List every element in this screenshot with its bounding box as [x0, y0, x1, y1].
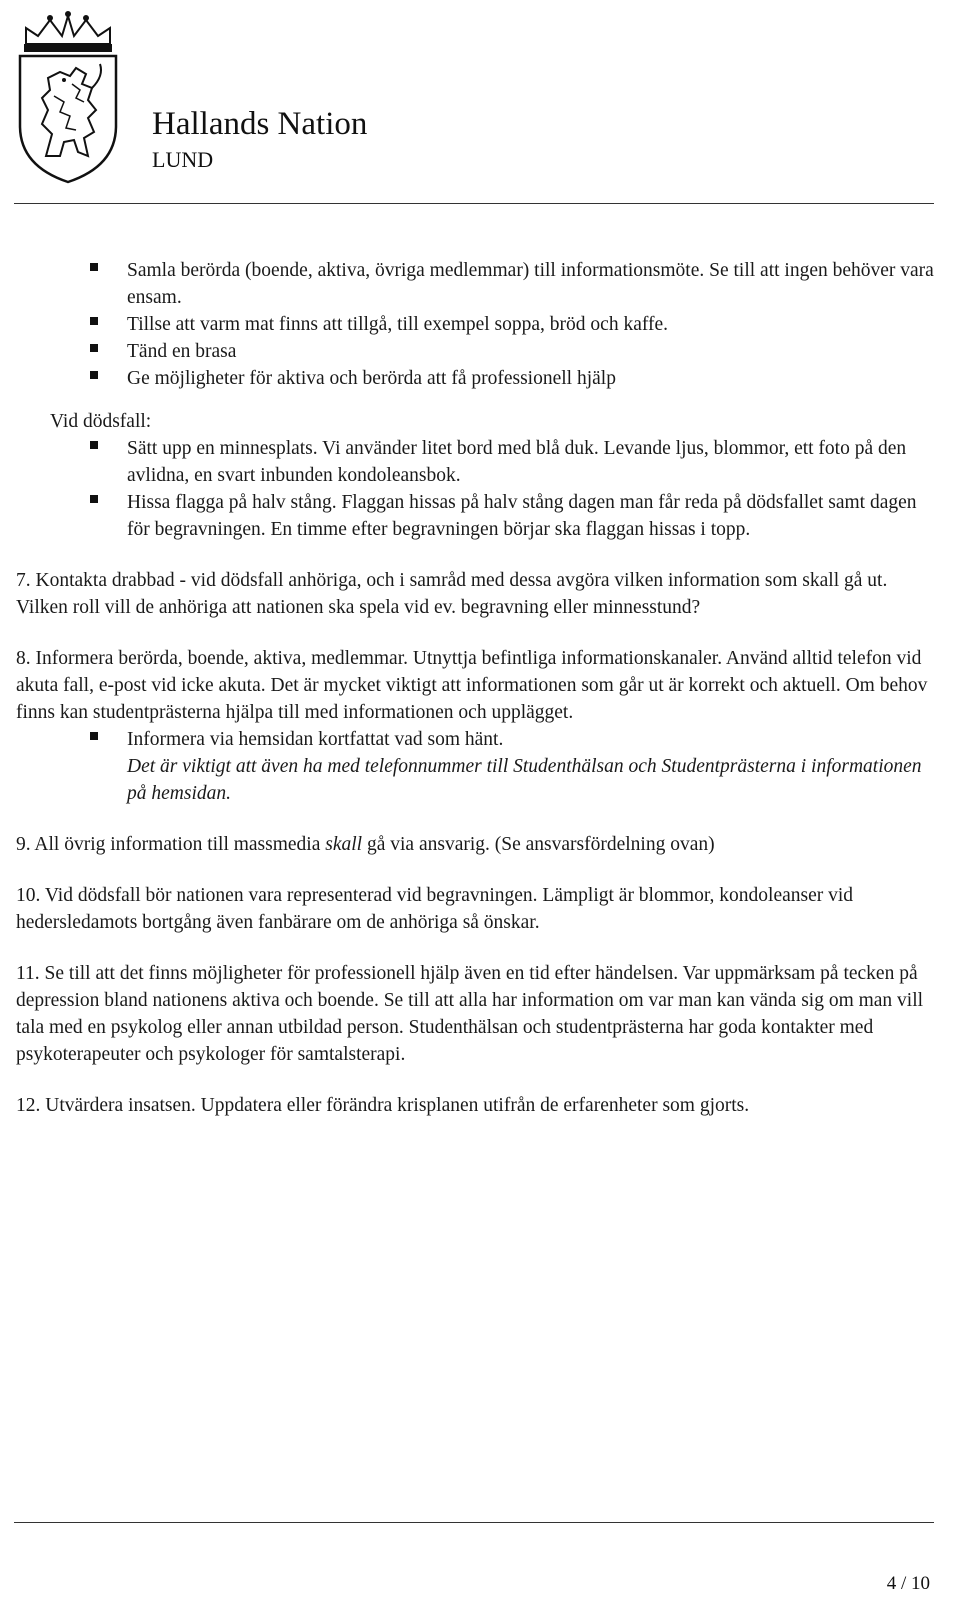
- page-number: 4 / 10: [886, 1573, 930, 1594]
- square-bullet-icon: [90, 317, 98, 325]
- list-item: Tillse att varm mat finns att tillgå, till exempel soppa, bröd och kaffe.: [16, 311, 936, 338]
- paragraph-11: 11. Se till att det finns möjligheter för professionell hjälp även en tid efter händelsen. Var uppmärksam på tecken på depression bland nationens aktiva och boende. Se till att alla har information om var man kan vända sig om man vill tala med en psykolog eller annan utbildad person. Studenthälsan och studentprästerna har goda kontakter med psykoterapeuter och psykologer för samtalsterapi.: [16, 963, 924, 1065]
- paragraph-12: 12. Utvärdera insatsen. Uppdatera eller förändra krisplanen utifrån de erfarenheter som gjorts.: [16, 1095, 750, 1116]
- square-bullet-icon: [90, 263, 98, 271]
- support-list: [16, 257, 936, 392]
- list-item: Informera via hemsidan kortfattat vad som hänt. Det är viktigt att även ha med telefonnummer till Studenthälsan och Studentprästerna i informationen på hemsidan.: [16, 726, 936, 807]
- square-bullet-icon: [90, 495, 98, 503]
- list-item: Ge möjligheter för aktiva och berörda att få professionell hjälp: [16, 365, 936, 392]
- organization-name: Hallands Nation: [152, 106, 368, 142]
- square-bullet-icon: [90, 441, 98, 449]
- list-item: Sätt upp en minnesplats. Vi använder litet bord med blå duk. Levande ljus, blommor, ett foto på den avlidna, en svart inbunden kondoleansbok.: [16, 435, 936, 489]
- website-note: Det är viktigt att även ha med telefonnummer till Studenthälsan och Studentprästerna i informationen på hemsidan.: [127, 756, 922, 804]
- paragraph-8: 8. Informera berörda, boende, aktiva, medlemmar. Utnyttja befintliga informationskanaler. Använd alltid telefon vid akuta fall, e-post vid icke akuta. Det är mycket viktigt att informationen som går ut är korrekt och aktuell. Om behov finns kan studentprästerna hjälpa till med informationen och upplägget.: [16, 648, 928, 723]
- footer-divider: [14, 1522, 934, 1523]
- death-procedures-list: [16, 435, 936, 543]
- square-bullet-icon: [90, 371, 98, 379]
- list-item: Tänd en brasa: [16, 338, 936, 365]
- section-heading-vid-dodsfall: Vid dödsfall:: [50, 411, 152, 432]
- lion-crest-icon: [12, 6, 124, 186]
- paragraph-9: 9. All övrig information till massmedia skall gå via ansvarig. (Se ansvarsfördelning ovan): [16, 834, 715, 855]
- list-item: Samla berörda (boende, aktiva, övriga medlemmar) till informationsmöte. Se till att ingen behöver vara ensam.: [16, 257, 936, 311]
- paragraph-7: 7. Kontakta drabbad - vid dödsfall anhöriga, och i samråd med dessa avgöra vilken information som skall gå ut. Vilken roll vill de anhöriga att nationen ska spela vid ev. begravning eller minnesstund?: [16, 570, 888, 618]
- website-info-list: [16, 726, 936, 807]
- square-bullet-icon: [90, 344, 98, 352]
- organization-city: LUND: [152, 147, 214, 172]
- list-item: Hissa flagga på halv stång. Flaggan hissas på halv stång dagen man får reda på dödsfallet samt dagen för begravningen. En timme efter begravningen börjar ska flaggan hissas i topp.: [16, 489, 936, 543]
- paragraph-10: 10. Vid dödsfall bör nationen vara representerad vid begravningen. Lämpligt är blommor, kondoleanser vid hedersledamots bortgång även fanbärare om de anhöriga så önskar.: [16, 885, 854, 933]
- document-body: [16, 257, 936, 1119]
- square-bullet-icon: [90, 732, 98, 740]
- header-divider: [14, 203, 934, 204]
- page-header: [0, 0, 960, 205]
